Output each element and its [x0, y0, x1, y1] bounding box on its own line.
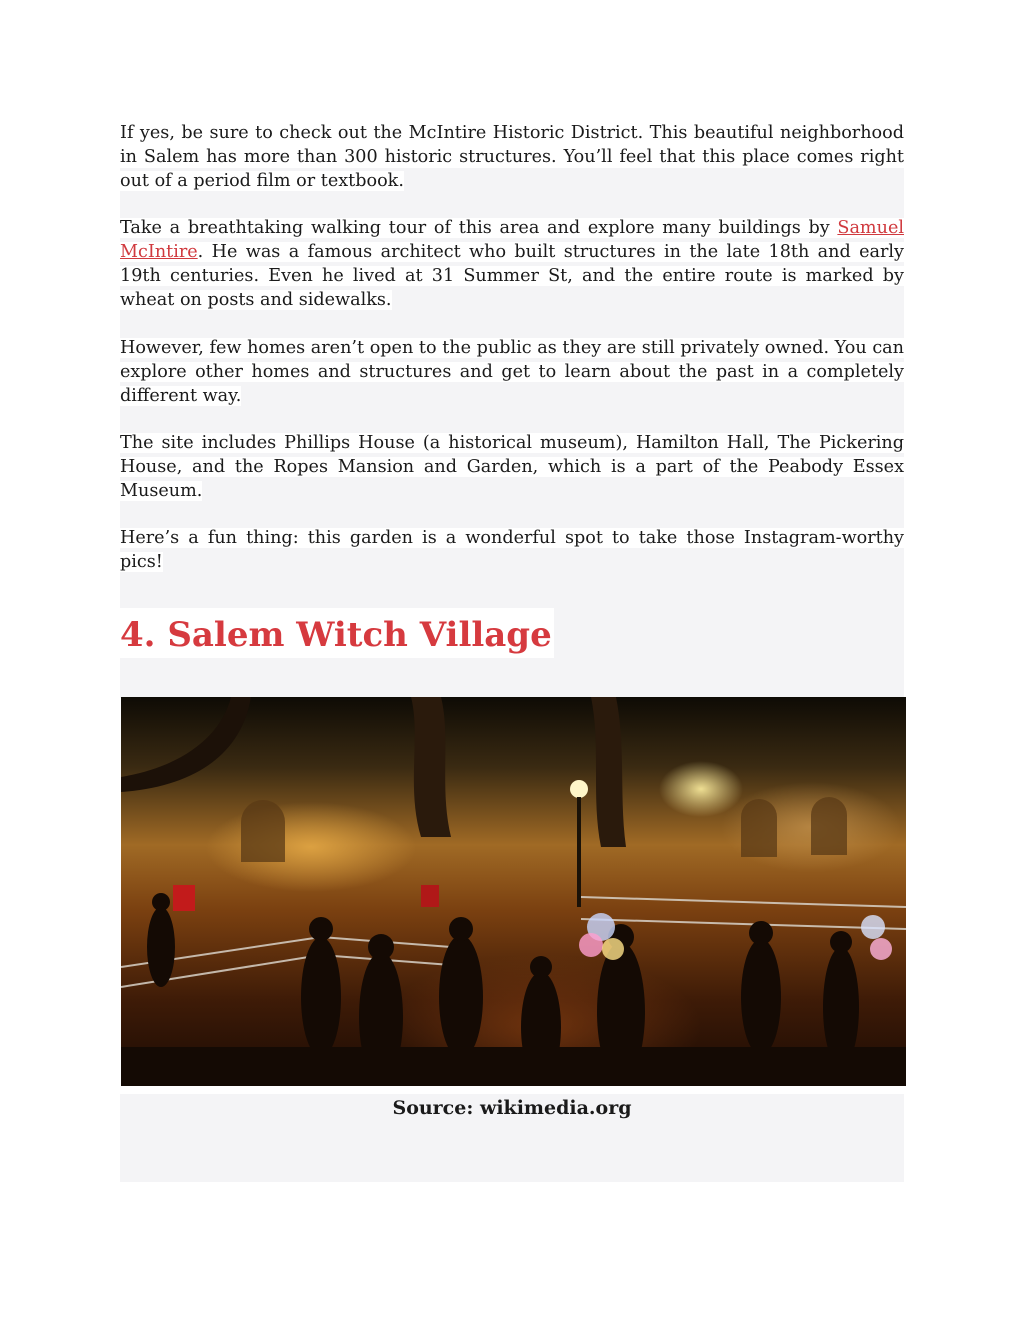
paragraph-private-homes [120, 336, 904, 408]
paragraph-text: However, few homes aren’t open to the public as they are still privately owned. You can explore other homes and structures and get to learn about the past in a completely different way. [120, 338, 904, 406]
building-arches [241, 797, 847, 862]
samuel-mcintire-link[interactable]: Samuel McIntire [120, 218, 904, 262]
person-red-shirt [421, 885, 439, 907]
street-lamp-post [577, 797, 581, 907]
paragraph-text: The site includes Phillips House (a historical museum), Hamilton Hall, The Pickering House, and the Ropes Mansion and Garden, which is a part of the Peabody Essex Museum. [120, 433, 904, 501]
tree-branch [121, 697, 251, 792]
photo-illustration [121, 697, 906, 1086]
paragraph-text-start: Take a breathtaking walking tour of this area and explore many buildings by [120, 218, 838, 238]
paragraph-fun-thing [120, 526, 904, 574]
tree-trunk [411, 697, 451, 837]
photo-caption: Source: wikimedia.org [392, 1097, 632, 1119]
street-lamp-light [570, 780, 588, 798]
salem-witch-village-photo [121, 697, 906, 1086]
crowd-silhouettes [121, 893, 906, 1086]
paragraph-mcintire-district [120, 121, 904, 193]
paragraph-walking-tour [120, 216, 904, 312]
paragraph-text-end: . He was a famous architect who built structures in the late 18th and early 19th centuries. Even he lived at 31 Summer St, and the entire route is marked by wheat on posts and sidewalks. [120, 242, 904, 310]
section-heading: 4. Salem Witch Village [120, 608, 554, 658]
paragraph-text: Here’s a fun thing: this garden is a wonderful spot to take those Instagram-worthy pics! [120, 528, 904, 572]
paragraph-text [120, 218, 904, 310]
tree-trunk [591, 697, 626, 847]
person-red-shirt [173, 885, 195, 911]
barrier-fence [121, 897, 906, 987]
paragraph-site-includes [120, 431, 904, 503]
paragraph-text: If yes, be sure to check out the McIntire Historic District. This beautiful neighborhood in Salem has more than 300 historic structures. You’ll feel that this place comes right out of a period film or textbook. [120, 123, 904, 191]
